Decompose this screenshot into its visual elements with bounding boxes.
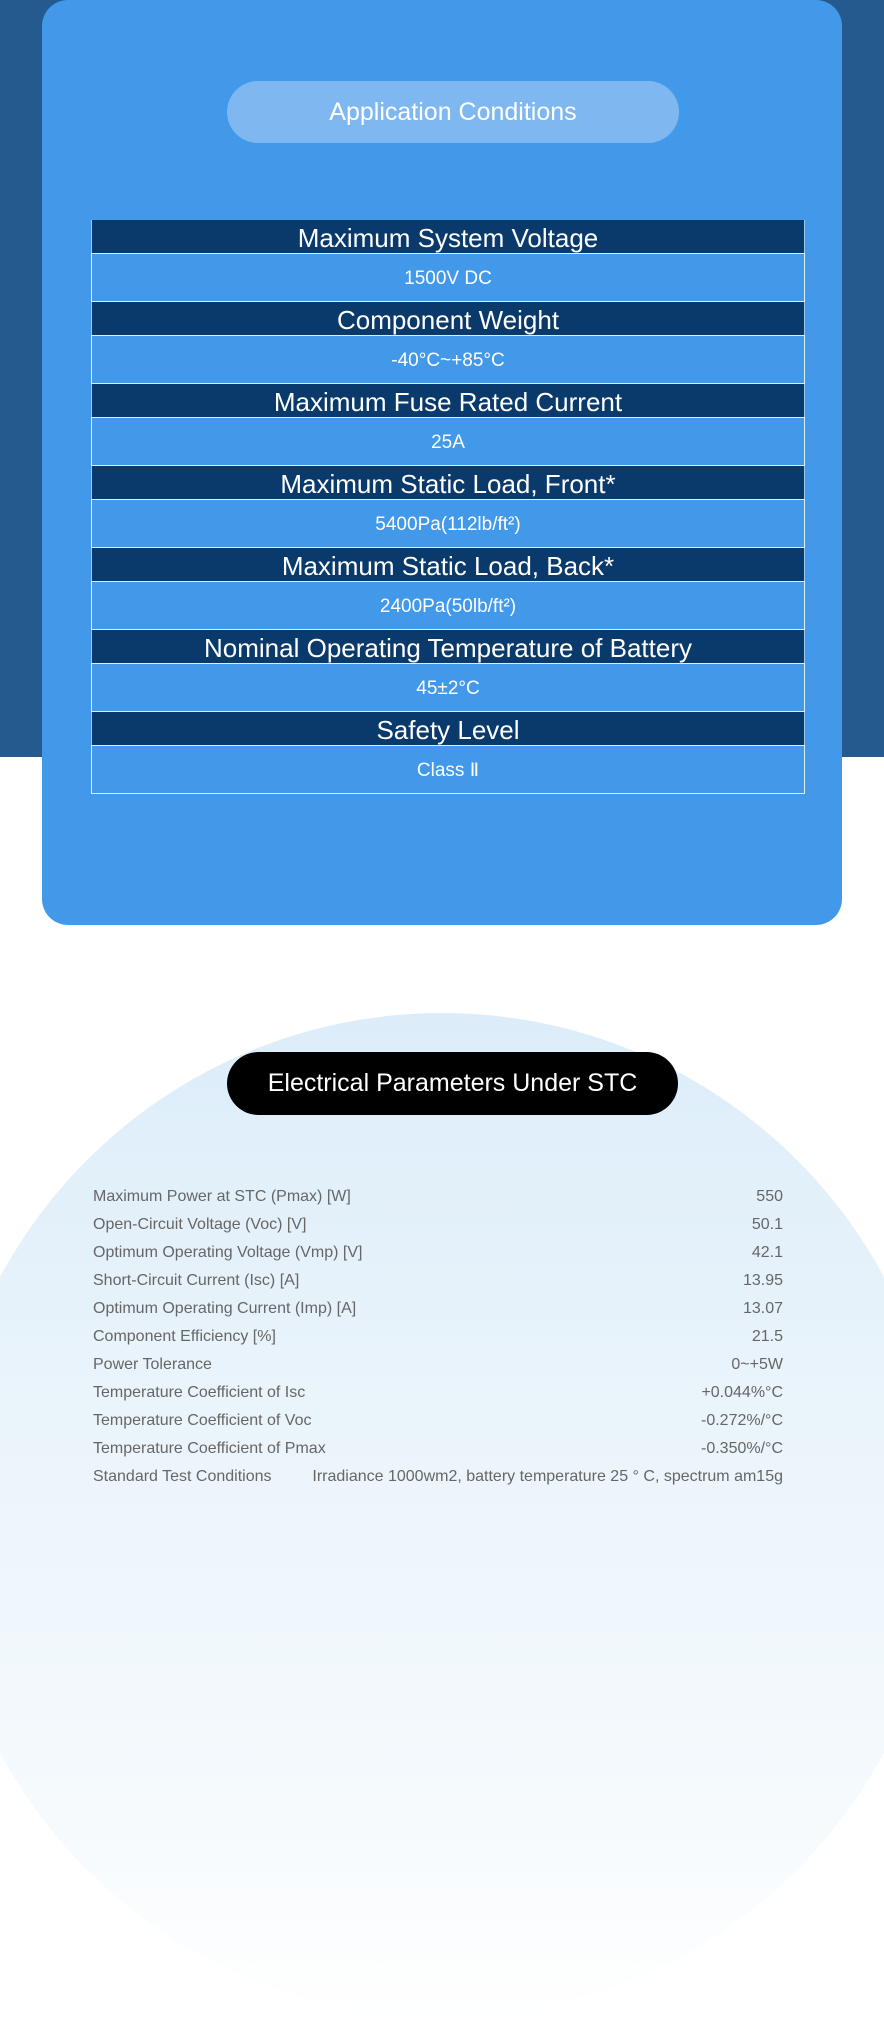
spec-label: Maximum Fuse Rated Current (91, 384, 805, 417)
param-row (93, 1463, 783, 1491)
param-label: Temperature Coefficient of Voc (93, 1412, 312, 1429)
spec-value: 5400Pa(112lb/ft²) (91, 499, 805, 548)
electrical-parameters-list (93, 1183, 783, 1491)
param-value: 0~+5W (731, 1356, 783, 1373)
param-value: -0.350%/°C (701, 1440, 783, 1457)
param-value: 550 (756, 1188, 783, 1205)
param-row (93, 1407, 783, 1435)
param-label: Temperature Coefficient of Pmax (93, 1440, 326, 1457)
param-row (93, 1323, 783, 1351)
spec-label: Maximum System Voltage (91, 220, 805, 253)
param-row (93, 1267, 783, 1295)
param-row (93, 1351, 783, 1379)
param-value: +0.044%°C (701, 1384, 783, 1401)
spec-value: 45±2°C (91, 663, 805, 712)
param-value: 13.95 (742, 1272, 783, 1289)
param-row (93, 1183, 783, 1211)
spec-label: Component Weight (91, 302, 805, 335)
application-conditions-card (42, 0, 842, 925)
spec-value: 25A (91, 417, 805, 466)
bottom-background-circle (0, 1013, 884, 2017)
param-label: Maximum Power at STC (Pmax) [W] (93, 1188, 351, 1205)
param-value: 13.07 (742, 1300, 783, 1317)
param-label: Component Efficiency [%] (93, 1328, 276, 1345)
param-label: Standard Test Conditions (93, 1468, 272, 1485)
spec-value: 2400Pa(50lb/ft²) (91, 581, 805, 630)
param-row (93, 1435, 783, 1463)
param-value: 50.1 (751, 1216, 783, 1233)
param-row (93, 1239, 783, 1267)
electrical-parameters-title: Electrical Parameters Under STC (227, 1052, 678, 1115)
spec-label: Maximum Static Load, Back* (91, 548, 805, 581)
spec-value: Class Ⅱ (91, 745, 805, 794)
param-label: Power Tolerance (93, 1356, 212, 1373)
param-value: 42.1 (751, 1244, 783, 1261)
param-label: Open-Circuit Voltage (Voc) [V] (93, 1216, 307, 1233)
spec-label: Maximum Static Load, Front* (91, 466, 805, 499)
application-specs-table (91, 220, 805, 794)
param-row (93, 1211, 783, 1239)
spec-value: -40°C~+85°C (91, 335, 805, 384)
param-label: Temperature Coefficient of Isc (93, 1384, 306, 1401)
param-value: -0.272%/°C (701, 1412, 783, 1429)
application-conditions-title: Application Conditions (227, 81, 679, 143)
param-row (93, 1295, 783, 1323)
param-value: 21.5 (751, 1328, 783, 1345)
param-row (93, 1379, 783, 1407)
param-label: Optimum Operating Current (Imp) [A] (93, 1300, 357, 1317)
param-value: Irradiance 1000wm2, battery temperature 25 ° C, spectrum am15g (312, 1468, 783, 1485)
spec-label: Nominal Operating Temperature of Battery (91, 630, 805, 663)
spec-value: 1500V DC (91, 253, 805, 302)
param-label: Short-Circuit Current (Isc) [A] (93, 1272, 300, 1289)
param-label: Optimum Operating Voltage (Vmp) [V] (93, 1244, 363, 1261)
spec-label: Safety Level (91, 712, 805, 745)
